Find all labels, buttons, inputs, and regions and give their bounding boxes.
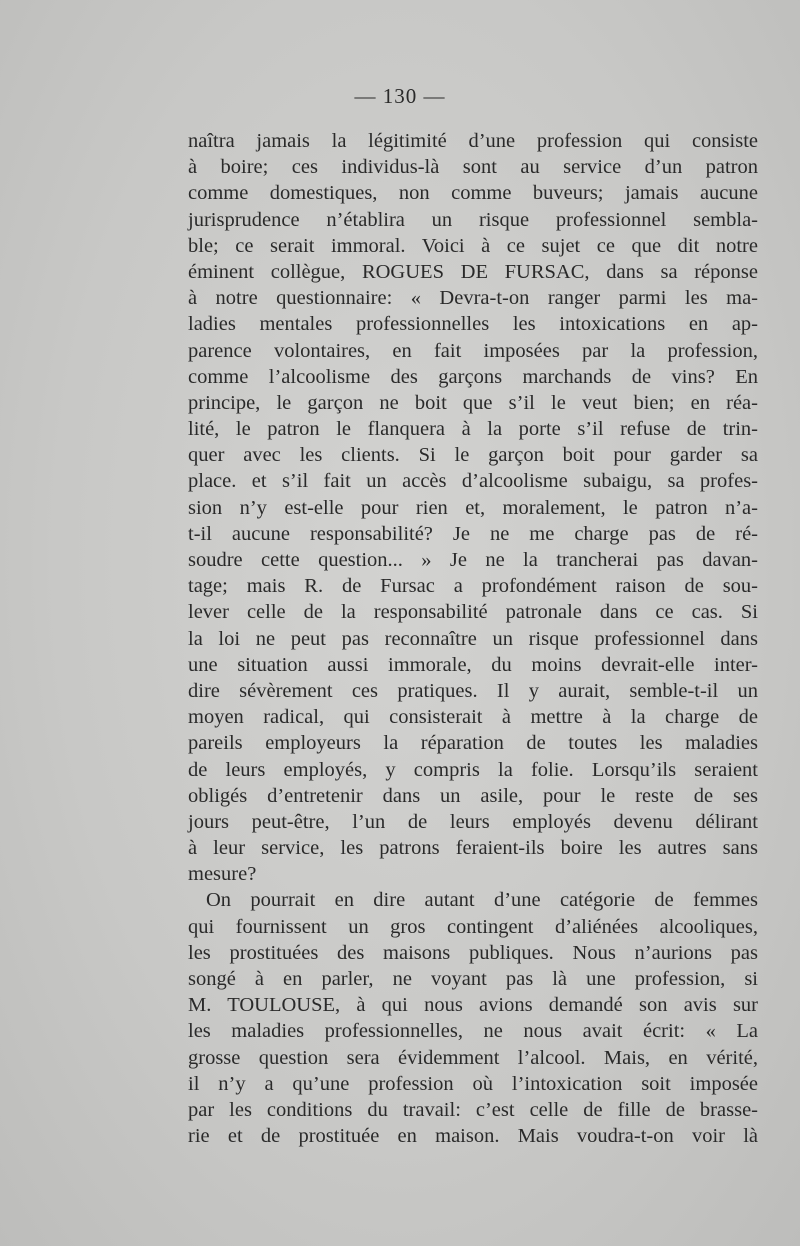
text-line: une situation aussi immorale, du moins devrait-elle inter- — [188, 653, 758, 676]
text-line: la loi ne peut pas reconnaître un risque professionnel dans — [188, 627, 758, 650]
text-line: songé à en parler, ne voyant pas là une profession, si — [188, 968, 758, 990]
text-line: sion n’y est-elle pour rien et, moralement, le patron n’a- — [188, 496, 758, 519]
text-line: On pourrait en dire autant d’une catégorie de femmes — [206, 889, 758, 912]
text-line: par les conditions du travail: c’est celle de fille de brasse- — [188, 1098, 758, 1121]
page-number: — 130 — — [354, 84, 446, 108]
text-line: rie et de prostituée en maison. Mais voudra-t-on voir là — [188, 1125, 758, 1148]
text-line: tage; mais R. de Fursac a profondément raison de sou- — [188, 575, 758, 598]
body-text — [188, 128, 758, 1149]
text-line: de leurs employés, y compris la folie. Lorsqu’ils seraient — [188, 758, 758, 781]
text-line: soudre cette question... » Je ne la trancherai pas davan- — [188, 549, 758, 571]
text-line: obligés d’entretenir dans un asile, pour le reste de ses — [188, 784, 758, 807]
text-line: il n’y a qu’une profession où l’intoxication soit imposée — [188, 1072, 758, 1095]
text-line: moyen radical, qui consisterait à mettre à la charge de — [188, 706, 758, 729]
text-line: comme l’alcoolisme des garçons marchands de vins? En — [188, 365, 758, 388]
text-line: ble; ce serait immoral. Voici à ce sujet ce que dit notre — [188, 234, 758, 257]
text-line: lité, le patron le flanquera à la porte s’il refuse de trin- — [188, 418, 758, 441]
text-line: jours peut-être, l’un de leurs employés devenu délirant — [188, 810, 758, 833]
text-line: pareils employeurs la réparation de toutes les maladies — [188, 732, 758, 755]
text-line: jurisprudence n’établira un risque professionnel sembla- — [188, 208, 758, 231]
text-line: comme domestiques, non comme buveurs; jamais aucune — [188, 182, 758, 205]
text-line: à notre questionnaire: « Devra-t-on ranger parmi les ma- — [188, 287, 758, 310]
text-line: mesure? — [188, 863, 257, 886]
text-line: dire sévèrement ces pratiques. Il y aurait, semble-t-il un — [188, 679, 758, 702]
text-line: lever celle de la responsabilité patronale dans ce cas. Si — [188, 601, 758, 624]
text-line: éminent collègue, ROGUES DE FURSAC, dans sa réponse — [188, 260, 758, 283]
text-line: quer avec les clients. Si le garçon boit pour garder sa — [188, 444, 758, 467]
text-line: naîtra jamais la légitimité d’une profession qui consiste — [188, 130, 758, 152]
text-line: t-il aucune responsabilité? Je ne me charge pas de ré- — [188, 522, 758, 545]
text-line: ladies mentales professionnelles les intoxications en ap- — [188, 313, 758, 336]
text-line: parence volontaires, en fait imposées par la profession, — [188, 339, 758, 362]
text-line: à leur service, les patrons feraient-ils boire les autres sans — [188, 837, 758, 860]
text-line: à boire; ces individus-là sont au service d’un patron — [188, 156, 758, 179]
text-line: principe, le garçon ne boit que s’il le veut bien; en réa- — [188, 391, 758, 414]
text-line: qui fournissent un gros contingent d’aliénées alcooliques, — [188, 915, 758, 938]
text-line: place. et s’il fait un accès d’alcoolisme subaigu, sa profes- — [188, 470, 758, 493]
text-line: grosse question sera évidemment l’alcool. Mais, en vérité, — [188, 1046, 758, 1069]
text-line: les prostituées des maisons publiques. Nous n’aurions pas — [188, 941, 758, 964]
text-line: M. TOULOUSE, à qui nous avions demandé son avis sur — [188, 994, 758, 1017]
text-line: les maladies professionnelles, ne nous avait écrit: « La — [188, 1020, 758, 1043]
